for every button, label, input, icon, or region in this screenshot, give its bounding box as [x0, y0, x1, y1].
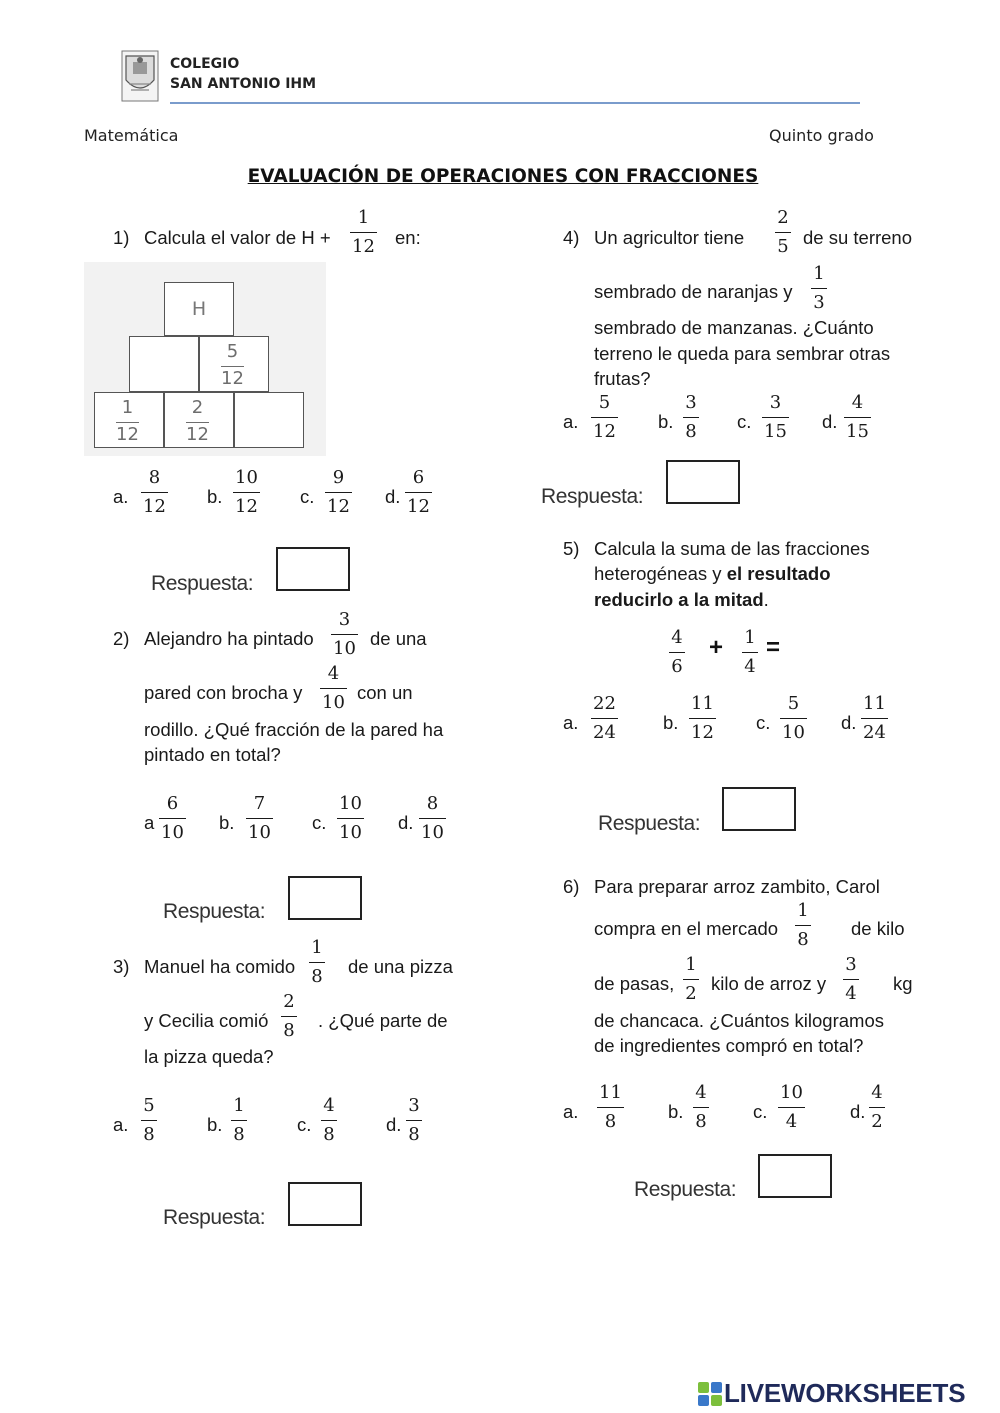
- q4-line5: frutas?: [594, 368, 651, 389]
- q2-line2-end: con un: [357, 682, 413, 703]
- q4-option-d[interactable]: 4 15: [846, 392, 869, 443]
- q1-option-c[interactable]: 9 12: [327, 467, 350, 518]
- q1-fraction: 1 12: [352, 207, 375, 258]
- q6-number: 6): [563, 876, 580, 897]
- q1-text-end: en:: [395, 227, 421, 248]
- liveworksheets-logo-icon: [697, 1381, 723, 1407]
- q2-option-d[interactable]: 8 10: [421, 793, 444, 844]
- q4-answer-box[interactable]: [666, 460, 740, 504]
- q5-line3: [594, 589, 769, 611]
- q3-option-d-letter: d.: [386, 1114, 402, 1135]
- q1-option-b-letter: b.: [207, 486, 223, 507]
- page-title: EVALUACIÓN DE OPERACIONES CON FRACCIONES: [247, 166, 759, 187]
- q6-answer-label: Respuesta:: [634, 1178, 737, 1201]
- q4-line2: sembrado de naranjas y: [594, 281, 793, 302]
- q5-line2-text: heterogéneas y: [594, 563, 727, 584]
- q4-option-d-letter: d.: [822, 411, 838, 432]
- pyramid-fraction-bot-left: 1 12: [116, 397, 139, 446]
- q4-option-b-letter: b.: [658, 411, 674, 432]
- q3-option-b-letter: b.: [207, 1114, 223, 1135]
- q4-number: 4): [563, 227, 580, 248]
- q4-answer-label: Respuesta:: [541, 485, 644, 508]
- q1-option-a-letter: a.: [113, 486, 129, 507]
- q4-option-c-letter: c.: [737, 411, 752, 432]
- q6-line3-mid: kilo de arroz y: [711, 973, 827, 994]
- q4-option-a[interactable]: 5 12: [593, 392, 616, 443]
- q5-eq-fraction-1: 4 6: [669, 627, 685, 677]
- q6-option-d-letter: d.: [850, 1101, 866, 1122]
- q6-option-b-letter: b.: [668, 1101, 684, 1122]
- q5-eq-plus: +: [709, 634, 724, 661]
- q4-line4: terreno le queda para sembrar otras: [594, 343, 891, 364]
- q5-line3-bold: reducirlo a la mitad: [594, 589, 764, 610]
- q2-option-a[interactable]: 6 10: [161, 793, 184, 844]
- q5-option-b[interactable]: 11 12: [691, 693, 714, 744]
- q6-option-d[interactable]: 4 2: [869, 1082, 885, 1132]
- q6-line3: de pasas,: [594, 973, 675, 994]
- q4-line1-end: de su terreno: [803, 227, 913, 248]
- q6-answer-box[interactable]: [758, 1154, 832, 1198]
- q2-option-b[interactable]: 7 10: [248, 793, 271, 844]
- q3-option-d[interactable]: 3 8: [406, 1095, 422, 1145]
- q5-line3-period: .: [763, 589, 769, 610]
- q2-line3: rodillo. ¿Qué fracción de la pared ha: [144, 719, 444, 740]
- q5-number: 5): [563, 538, 580, 559]
- pyramid-fraction-bot-mid: 2 12: [186, 397, 209, 446]
- q6-option-c-letter: c.: [753, 1101, 768, 1122]
- q2-option-c[interactable]: 10 10: [339, 793, 362, 844]
- q6-line3-end: kg: [893, 973, 913, 994]
- q2-fraction-2: 4 10: [322, 663, 345, 714]
- q3-option-b[interactable]: 1 8: [231, 1095, 247, 1145]
- q2-answer-box[interactable]: [288, 876, 362, 920]
- grade-label: Quinto grado: [769, 126, 874, 145]
- q3-option-c-letter: c.: [297, 1114, 312, 1135]
- q1-answer-box[interactable]: [276, 547, 350, 591]
- q2-fraction-1: 3 10: [333, 609, 356, 660]
- q6-fraction-1: 1 8: [795, 900, 811, 950]
- q5-option-c-letter: c.: [756, 712, 771, 733]
- q6-fraction-2: 1 2: [683, 954, 699, 1004]
- school-crest: [121, 50, 159, 102]
- q3-line2-end: . ¿Qué parte de: [318, 1010, 448, 1031]
- liveworksheets-brand: LIVEWORKSHEETS: [724, 1378, 966, 1408]
- q1-option-a[interactable]: 8 12: [143, 467, 166, 518]
- pyramid-cell-mid-right: [199, 336, 269, 392]
- q6-line1: Para preparar arroz zambito, Carol: [594, 876, 880, 897]
- q6-line5: de ingredientes compró en total?: [594, 1035, 864, 1056]
- q3-line1: Manuel ha comido: [144, 956, 296, 977]
- q5-option-b-letter: b.: [663, 712, 679, 733]
- q1-option-b[interactable]: 10 12: [235, 467, 258, 518]
- pyramid-cell-bot-mid: [164, 392, 234, 448]
- q2-line1-end: de una: [370, 628, 427, 649]
- q2-option-b-letter: b.: [219, 812, 235, 833]
- q2-number: 2): [113, 628, 130, 649]
- q5-option-c[interactable]: 5 10: [782, 693, 805, 744]
- q5-option-a-letter: a.: [563, 712, 579, 733]
- q5-line2: [594, 563, 831, 585]
- q6-line2: compra en el mercado: [594, 918, 779, 939]
- pyramid-h-label: H: [191, 298, 207, 320]
- q1-option-d-letter: d.: [385, 486, 401, 507]
- q3-line2: y Cecilia comió: [144, 1010, 269, 1031]
- q2-option-c-letter: c.: [312, 812, 327, 833]
- q5-line1: Calcula la suma de las fracciones: [594, 538, 870, 559]
- q2-option-a-letter: a: [144, 812, 155, 833]
- q5-answer-box[interactable]: [722, 787, 796, 831]
- q3-answer-box[interactable]: [288, 1182, 362, 1226]
- q4-option-c[interactable]: 3 15: [764, 392, 787, 443]
- q5-option-d-letter: d.: [841, 712, 857, 733]
- q4-line3: sembrado de manzanas. ¿Cuánto: [594, 317, 874, 338]
- q2-answer-label: Respuesta:: [163, 900, 266, 923]
- q3-line1-end: de una pizza: [348, 956, 453, 977]
- q1-option-c-letter: c.: [300, 486, 315, 507]
- q2-line2: pared con brocha y: [144, 682, 303, 703]
- q3-fraction-1: 1 8: [309, 937, 325, 987]
- q6-line2-end: de kilo: [851, 918, 905, 939]
- q4-option-b[interactable]: 3 8: [683, 392, 699, 442]
- pyramid-cell-top: [164, 282, 234, 336]
- pyramid-fraction-mid: 5 12: [221, 341, 244, 390]
- q5-option-d[interactable]: 11 24: [863, 693, 886, 744]
- pyramid-cell-bot-left: [94, 392, 164, 448]
- q4-line1: Un agricultor tiene: [594, 227, 745, 248]
- school-name-line2: SAN ANTONIO IHM: [170, 76, 317, 92]
- q6-option-a-letter: a.: [563, 1101, 579, 1122]
- q5-eq-fraction-2: 1 4: [742, 627, 758, 677]
- q2-option-d-letter: d.: [398, 812, 414, 833]
- q5-answer-label: Respuesta:: [598, 812, 701, 835]
- q6-fraction-3: 3 4: [843, 954, 859, 1004]
- q2-line4: pintado en total?: [144, 744, 281, 765]
- school-name-line1: COLEGIO: [170, 56, 240, 72]
- q3-answer-label: Respuesta:: [163, 1206, 266, 1229]
- q1-number: 1): [113, 227, 130, 248]
- header-rule: [170, 102, 860, 104]
- q6-option-c[interactable]: 10 4: [780, 1082, 803, 1133]
- q1-option-d[interactable]: 6 12: [407, 467, 430, 518]
- q5-line2-bold: el resultado: [726, 563, 831, 584]
- q6-option-b[interactable]: 4 8: [693, 1082, 709, 1132]
- q1-answer-label: Respuesta:: [151, 572, 254, 595]
- q3-line3: la pizza queda?: [144, 1046, 274, 1067]
- q4-fraction-2: 1 3: [811, 263, 827, 313]
- q3-option-c[interactable]: 4 8: [321, 1095, 337, 1145]
- q1-text: Calcula el valor de H +: [144, 227, 331, 248]
- q4-fraction-1: 2 5: [775, 207, 791, 257]
- q4-option-a-letter: a.: [563, 411, 579, 432]
- pyramid-cell-bot-right: [234, 392, 304, 448]
- subject-label: Matemática: [84, 126, 179, 145]
- q3-option-a[interactable]: 5 8: [141, 1095, 157, 1145]
- q3-fraction-2: 2 8: [281, 991, 297, 1041]
- q3-number: 3): [113, 956, 130, 977]
- q5-eq-equals: =: [766, 634, 781, 661]
- pyramid-figure: [84, 262, 326, 456]
- q2-line1: Alejandro ha pintado: [144, 628, 314, 649]
- q5-option-a[interactable]: 22 24: [593, 693, 616, 744]
- q3-option-a-letter: a.: [113, 1114, 129, 1135]
- q6-line4: de chancaca. ¿Cuántos kilogramos: [594, 1010, 884, 1031]
- pyramid-cell-mid-left: [129, 336, 199, 392]
- q6-option-a[interactable]: 11 8: [599, 1082, 622, 1133]
